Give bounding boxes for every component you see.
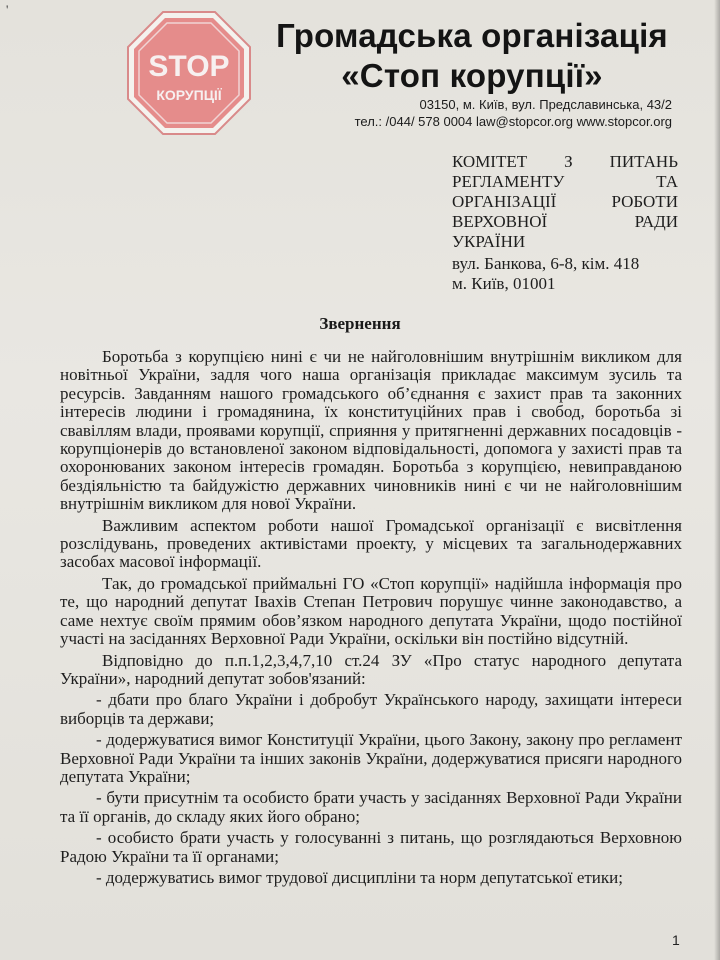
org-contacts xyxy=(300,96,672,130)
paragraph: Боротьба з корупцією нині є чи не найголовнішим внутрішнім викликом для новітньої України, задля чого наша організація прикладає максимум зусиль та ресурсів. Завданням нашого громадського об’єднання є захист прав та законних інтересів людини і громадянина, їх конституційних прав і свобод, боротьба зі свавіллям влади, проявами корупції, сприяння у притягненні державних посадовців - корупціонерів до встановленої законом відповідальності, допомога у захисті прав та охоронюваних законом інтересів громадян. Боротьба з корупцією, невиправданою бездіяльністю та байдужістю державних чиновників нині є чи не найголовнішим внутрішнім викликом для нової України. xyxy=(60,347,682,514)
recipient-word: РОБОТИ xyxy=(611,192,678,211)
obligation-item: - дбати про благо України і добробут Українського народу, захищати інтереси виборців та держави; xyxy=(60,690,682,728)
edge-mark: ' xyxy=(6,2,9,17)
obligation-item: - особисто брати участь у голосуванні з питань, що розглядаються Верховною Радою України та її органами; xyxy=(60,828,682,866)
document-title: Звернення xyxy=(319,314,401,333)
recipient-word: ОРГАНІЗАЦІЇ xyxy=(452,192,557,211)
recipient-line-5: УКРАЇНИ xyxy=(452,232,526,251)
recipient-line-3 xyxy=(452,192,678,212)
obligation-item: - додержуватися вимог Конституції України, цього Закону, закону про регламент Верховної Ради України та інших законів України, додержуватися присяги народного депутата України; xyxy=(60,730,682,786)
recipient-word: З xyxy=(564,152,573,171)
obligation-item: - додержуватись вимог трудової дисципліни та норм депутатської етики; xyxy=(96,867,623,887)
recipient-city: м. Київ, 01001 xyxy=(452,274,556,293)
document-body xyxy=(60,348,682,890)
paragraph: Відповідно до п.п.1,2,3,4,7,10 ст.24 ЗУ «Про статус народного депутата України», народний депутат зобов'язаний: xyxy=(60,650,682,688)
paragraph: Так, до громадської приймальні ГО «Стоп корупції» надійшла інформація про те, що народний депутат Івахів Степан Петрович порушує чинне законодавство, а саме нехтує своїм прямим обов’язком народного депутата України, щодо постійної участі на засіданнях Верховної Ради України, оскільки він постійно відсутній. xyxy=(60,573,682,649)
org-address: 03150, м. Київ, вул. Предславинська, 43/2 xyxy=(419,97,672,112)
recipient-word: ПИТАНЬ xyxy=(609,152,678,171)
recipient-word: ТА xyxy=(656,172,678,191)
recipient-line-2 xyxy=(452,172,678,192)
org-name-line2: «Стоп корупції» xyxy=(341,57,603,94)
org-title xyxy=(262,16,682,96)
recipient-block xyxy=(452,152,678,294)
svg-text:КОРУПЦІЇ: КОРУПЦІЇ xyxy=(156,87,222,103)
page-shadow-edge xyxy=(714,0,720,960)
recipient-word: КОМІТЕТ xyxy=(452,152,528,171)
recipient-line-1 xyxy=(452,152,678,172)
stop-corruption-logo-icon xyxy=(126,10,252,136)
recipient-word: РАДИ xyxy=(634,212,678,231)
paragraph: Важливим аспектом роботи нашої Громадської організації є висвітлення розслідувань, проведених активістами проекту, у місцевих та загальнодержавних засобах масової інформації. xyxy=(60,515,682,572)
recipient-word: ВЕРХОВНОЇ xyxy=(452,212,548,231)
obligation-item: - бути присутнім та особисто брати участь у засіданнях Верховної Ради України та її органів, до складу яких його обрано; xyxy=(60,788,682,826)
recipient-street: вул. Банкова, 6-8, кім. 418 xyxy=(452,254,640,273)
org-phone-email-web: тел.: /044/ 578 0004 law@stopcor.org www.stopcor.org xyxy=(354,114,672,129)
recipient-word: РЕГЛАМЕНТУ xyxy=(452,172,565,191)
org-name-line1: Громадська організація xyxy=(276,17,668,54)
recipient-line-4 xyxy=(452,212,678,232)
svg-text:STOP: STOP xyxy=(148,50,230,83)
page-number: 1 xyxy=(672,932,680,948)
